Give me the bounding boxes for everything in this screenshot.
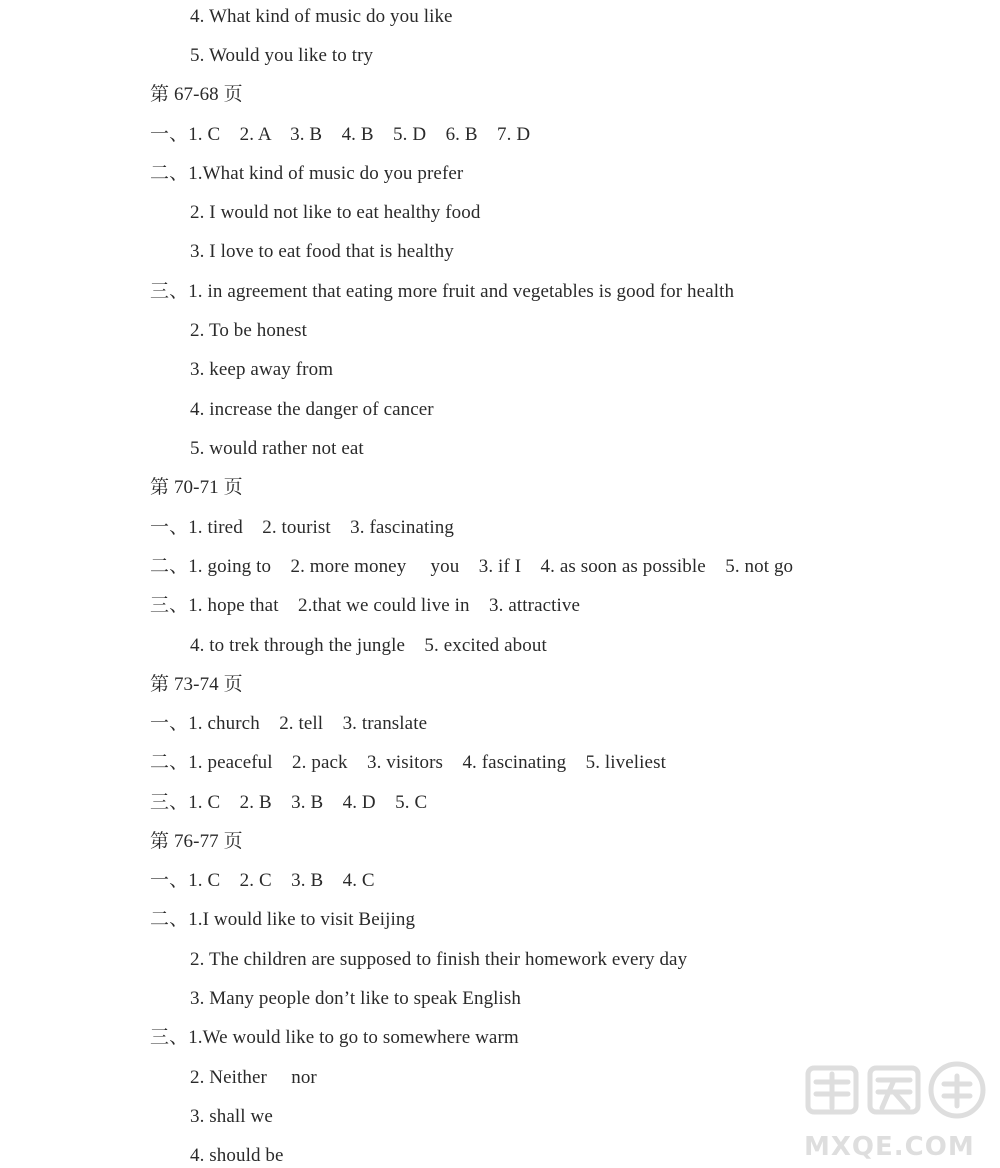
page-range-heading: 第 73-74 页 bbox=[150, 674, 243, 695]
answer-line: 4. What kind of music do you like bbox=[190, 6, 453, 27]
answer-line: 5. would rather not eat bbox=[190, 438, 364, 459]
watermark-text: MXQE.COM bbox=[804, 1132, 975, 1162]
page-range-heading: 第 67-68 页 bbox=[150, 84, 243, 105]
answer-line: 3. Many people don’t like to speak English bbox=[190, 988, 522, 1009]
answer-line: 2. I would not like to eat healthy food bbox=[190, 202, 481, 223]
answer-line: 2. To be honest bbox=[190, 320, 307, 341]
answer-line: 3. I love to eat food that is healthy bbox=[190, 241, 454, 262]
answer-line: 一、1. C 2. A 3. B 4. B 5. D 6. B 7. D bbox=[150, 124, 531, 145]
answer-line: 5. Would you like to try bbox=[190, 45, 374, 66]
watermark-glyph-mark bbox=[802, 1054, 992, 1124]
answer-line: 4. should be bbox=[190, 1145, 284, 1166]
watermark-logo bbox=[802, 1054, 992, 1164]
answer-line: 三、1.We would like to go to somewhere warm bbox=[150, 1027, 519, 1048]
page-range-heading: 第 70-71 页 bbox=[150, 477, 243, 498]
answer-line: 二、1. peaceful 2. pack 3. visitors 4. fascinating 5. liveliest bbox=[150, 752, 666, 773]
answer-line: 二、1. going to 2. more money you 3. if I 4. as soon as possible 5. not go bbox=[150, 556, 794, 577]
answer-line: 3. keep away from bbox=[190, 359, 334, 380]
answer-line: 二、1.I would like to visit Beijing bbox=[150, 909, 416, 930]
answer-line: 一、1. C 2. C 3. B 4. C bbox=[150, 870, 375, 891]
answer-line: 三、1. C 2. B 3. B 4. D 5. C bbox=[150, 792, 428, 813]
answer-line: 3. shall we bbox=[190, 1106, 273, 1127]
answer-line: 4. increase the danger of cancer bbox=[190, 399, 434, 420]
answer-line: 一、1. tired 2. tourist 3. fascinating bbox=[150, 517, 454, 538]
answer-line: 三、1. hope that 2.that we could live in 3. attractive bbox=[150, 595, 581, 616]
answer-line: 2. The children are supposed to finish their homework every day bbox=[190, 949, 688, 970]
answer-line: 三、1. in agreement that eating more fruit and vegetables is good for health bbox=[150, 281, 735, 302]
answer-line: 4. to trek through the jungle 5. excited about bbox=[190, 635, 547, 656]
answer-line: 一、1. church 2. tell 3. translate bbox=[150, 713, 428, 734]
page-range-heading: 第 76-77 页 bbox=[150, 831, 243, 852]
answer-line: 二、1.What kind of music do you prefer bbox=[150, 163, 464, 184]
answer-line: 2. Neither nor bbox=[190, 1067, 317, 1088]
